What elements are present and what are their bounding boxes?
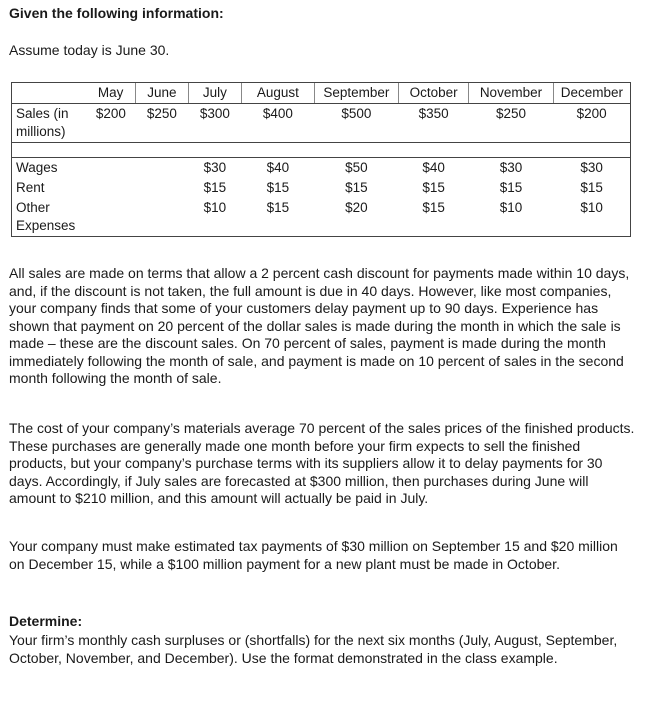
rent-value: $15	[203, 180, 227, 195]
empty-cell	[136, 158, 189, 179]
page-heading: Given the following information:	[9, 5, 224, 21]
sales-value: $500	[341, 106, 372, 121]
spacer-cell	[12, 143, 87, 158]
determine-heading: Determine:	[9, 613, 83, 629]
header-corner-cell	[12, 83, 87, 104]
wages-value: $40	[266, 160, 290, 175]
empty-cell	[86, 178, 135, 198]
empty-cell	[136, 198, 189, 237]
other-expenses-value: $15	[399, 198, 469, 237]
sales-label	[12, 104, 87, 143]
other-expenses-value: $20	[314, 198, 398, 237]
wages-value: $30	[203, 160, 227, 175]
rent-value: $15	[499, 180, 523, 195]
wages-label: Wages	[12, 158, 87, 179]
materials-cost-paragraph: The cost of your company’s materials average 70 percent of the sales prices of the finished products. These purchases are generally made one month before your firm expects to sell the finished products, but your company’s purchase terms with its suppliers allow it to delay payments for 30 days. Accordingly, if July sales are forecasted at $300 million, then purchases during June will amount to $210 million, and this amount will actually be paid in July.	[9, 420, 635, 506]
month-header: September	[314, 83, 398, 104]
tax-payments-paragraph: Your company must make estimated tax payments of $30 million on September 15 and $20 million on December 15, while a $100 million payment for a new plant must be made in October.	[9, 538, 618, 572]
sales-value: $350	[418, 106, 449, 121]
sales-value: $200	[95, 106, 126, 121]
sales-value: $400	[262, 106, 293, 121]
month-header: October	[399, 83, 469, 104]
other-expenses-value: $10	[469, 198, 554, 237]
spacer-cell	[86, 143, 553, 158]
month-header: May	[86, 83, 135, 104]
rent-value: $15	[266, 180, 290, 195]
month-header: August	[242, 83, 315, 104]
other-label-line2: Expenses	[16, 218, 76, 233]
rent-value: $15	[422, 180, 445, 195]
wages-value: $30	[553, 158, 630, 179]
other-expenses-label	[12, 198, 87, 237]
empty-cell	[86, 198, 135, 237]
sales-value: $250	[146, 106, 177, 121]
sales-value: $300	[199, 106, 230, 121]
sales-label-line1: Sales (in	[16, 106, 69, 121]
month-header: June	[136, 83, 189, 104]
sales-label-line2: millions)	[16, 124, 66, 139]
wages-value: $50	[345, 160, 368, 175]
other-label-line1: Other	[16, 200, 50, 215]
month-header: December	[553, 83, 630, 104]
month-header: July	[188, 83, 241, 104]
empty-cell	[136, 178, 189, 198]
wages-value: $30	[499, 160, 523, 175]
determine-text: Your firm’s monthly cash surpluses or (shortfalls) for the next six months (July, August, September, October, November, and December). Use the format demonstrated in the class example.	[9, 632, 618, 666]
rent-value: $15	[553, 178, 630, 198]
wages-value: $40	[422, 160, 445, 175]
rent-value: $15	[345, 180, 368, 195]
spacer-cell	[553, 143, 630, 158]
empty-cell	[86, 158, 135, 179]
sales-value: $200	[553, 104, 630, 143]
financial-table	[11, 82, 631, 237]
rent-label: Rent	[12, 178, 87, 198]
month-header: November	[469, 83, 554, 104]
sales-value: $250	[495, 106, 526, 121]
assumption-text: Assume today is June 30.	[9, 42, 170, 58]
other-expenses-value: $10	[188, 198, 241, 237]
other-expenses-value: $10	[553, 198, 630, 237]
other-expenses-value: $15	[242, 198, 315, 237]
payment-terms-paragraph: All sales are made on terms that allow a 2 percent cash discount for payments made within 10 days, and, if the discount is not taken, the full amount is due in 40 days. However, like most companies, your company finds that some of your customers delay payment up to 90 days. Experience has shown that payment on 20 percent of the dollar sales is made during the month in which the sale is made – these are the discount sales. On 70 percent of sales, payment is made during the month immediately following the month of sale, and payment is made on 10 percent of sales in the second month following the month of sale.	[9, 265, 630, 386]
